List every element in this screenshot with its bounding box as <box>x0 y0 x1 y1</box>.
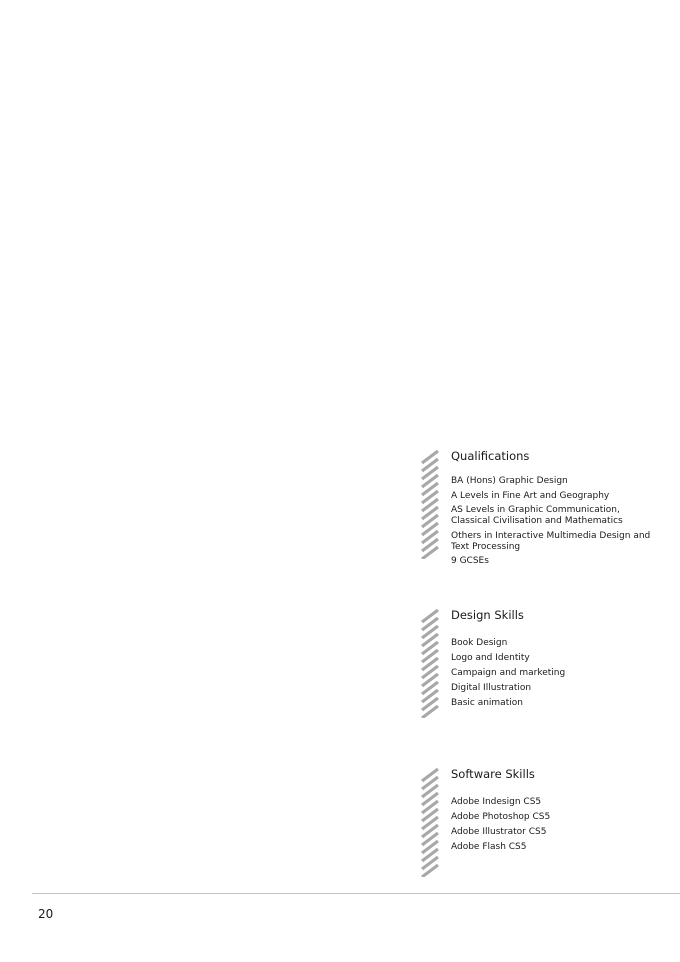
software-skills-heading: Software Skills <box>451 767 535 781</box>
list-item: Adobe Indesign CS5 <box>451 797 542 807</box>
footer-rule <box>32 893 680 894</box>
list-item: Campaign and marketing <box>451 668 566 678</box>
page-number: 20 <box>38 907 54 921</box>
qualifications-content <box>451 449 680 571</box>
list-item: Digital Illustration <box>451 683 532 693</box>
list-item: AS Levels in Graphic Communication, Classical Civilisation and Mathematics <box>451 505 623 526</box>
design-skills-content <box>451 608 680 713</box>
qualifications-heading: Qualifications <box>451 449 530 463</box>
stripes-svg <box>420 608 442 718</box>
list-item: BA (Hons) Graphic Design <box>451 476 568 486</box>
list-item: Logo and Identity <box>451 653 530 663</box>
list-item: Others in Interactive Multimedia Design and Text Processing <box>451 530 651 552</box>
qualifications-list <box>451 476 680 567</box>
list-item: Book Design <box>451 638 508 648</box>
design-skills-heading: Design Skills <box>451 608 524 622</box>
list-item: A Levels in Fine Art and Geography <box>451 490 610 501</box>
stripes-svg <box>420 449 442 559</box>
design-skills-list <box>451 638 680 709</box>
software-skills-list <box>451 797 680 853</box>
list-item: Adobe Flash CS5 <box>451 842 527 852</box>
list-item: 9 GCSEs <box>451 556 489 566</box>
stripes-decoration-icon <box>420 449 442 559</box>
list-item: Adobe Photoshop CS5 <box>451 812 551 822</box>
stripes-decoration-icon <box>420 608 442 718</box>
list-item: Adobe Illustrator CS5 <box>451 827 547 837</box>
list-item: Basic animation <box>451 698 523 708</box>
stripes-svg <box>420 767 442 877</box>
stripes-decoration-icon <box>420 767 442 877</box>
software-skills-content <box>451 767 680 857</box>
